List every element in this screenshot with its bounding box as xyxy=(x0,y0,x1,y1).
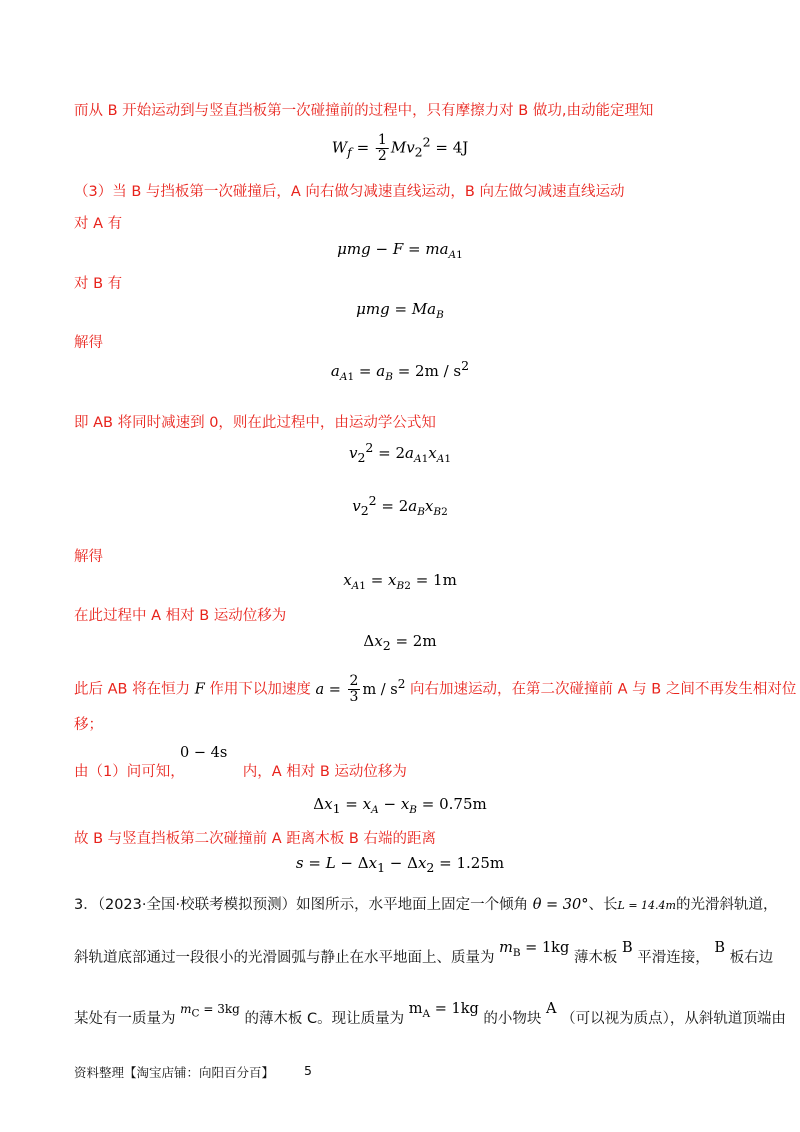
problem-3-line-2: 斜轨道底部通过一段很小的光滑圆弧与静止在水平地面上、质量为 $m_B = 1kg$ 薄木板 B 平滑连接， B 板右边 xyxy=(74,940,774,966)
page-number: 5 xyxy=(304,1063,312,1078)
text-line-1: 而从 B 开始运动到与竖直挡板第一次碰撞前的过程中，只有摩擦力对 B 做功,由动能定理知 xyxy=(74,103,654,119)
text-line-10: 移； xyxy=(74,717,103,733)
footer-source: 资料整理【淘宝店铺：向阳百分百】 xyxy=(74,1065,275,1080)
equation-kinematics-A: $v_2^2 = 2a_{A1}x_{A1}$ xyxy=(348,440,452,465)
equation-A-newton: $\mu mg - F = ma_{A1}$ xyxy=(337,240,463,261)
equation-relative-displacement-1: $\Delta x_1 = x_A - x_B = 0.75m$ xyxy=(313,795,487,816)
text-line-12: 故 B 与竖直挡板第二次碰撞前 A 距离木板 B 右端的距离 xyxy=(74,831,436,847)
text-line-9: 此后 AB 将在恒力 F 作用下以加速度 a = $\frac{2}{3}$ m / $s^2$ 向右加速运动，在第二次碰撞前 A 与 B 之间不再发生相对位 xyxy=(74,673,797,705)
equation-relative-displacement-2: $\Delta x_2 = 2m$ xyxy=(363,632,437,653)
problem-3-line-1: 3．（2023·全国·校联考模拟预测）如图所示，水平地面上固定一个倾角 θ = 30°、长L = 14.4m的光滑斜轨道， xyxy=(74,897,778,913)
inline-acceleration: a = $\frac{2}{3}$ m / $s^2$ xyxy=(315,673,406,705)
text-line-7: 解得 xyxy=(74,549,103,565)
problem-3-line-3: 某处有一质量为 $^{m_C = 3kg}$ 的薄木板 C。现让质量为 $m_A = 1kg$ 的小物块 A （可以视为质点），从斜轨道顶端由 xyxy=(74,1001,786,1027)
text-line-3: 对 A 有 xyxy=(74,216,123,232)
text-line-4: 对 B 有 xyxy=(74,276,123,292)
equation-kinematics-B: $v_2^2 = 2a_Bx_{B2}$ xyxy=(352,493,448,518)
text-line-2: （3）当 B 与挡板第一次碰撞后，A 向右做匀减速直线运动，B 向左做匀减速直线运动 xyxy=(74,184,625,200)
equation-displacements: $x_{A1} = x_{B2} = 1m$ xyxy=(343,571,457,592)
equation-work-friction: $W_f$ = $\frac{1}{2}$ $Mv_2^2 = 4J$ xyxy=(331,132,469,164)
time-range: 0 − 4s xyxy=(180,745,228,761)
equation-distance-s: $s = L - \Delta x_1 - \Delta x_2 = 1.25m$ xyxy=(295,854,505,875)
text-line-8: 在此过程中 A 相对 B 运动位移为 xyxy=(74,608,287,624)
force-F: F xyxy=(194,681,205,698)
equation-B-newton: $\mu mg = Ma_B$ xyxy=(356,300,444,321)
equation-accelerations: $a_{A1} = a_B = 2m / s^2$ xyxy=(330,358,470,383)
text-line-5: 解得 xyxy=(74,335,103,351)
text-line-6: 即 AB 将同时减速到 0，则在此过程中，由运动学公式知 xyxy=(74,415,436,431)
text-line-11: 由（1）问可知， 内，A 相对 B 运动位移为 xyxy=(74,764,407,780)
